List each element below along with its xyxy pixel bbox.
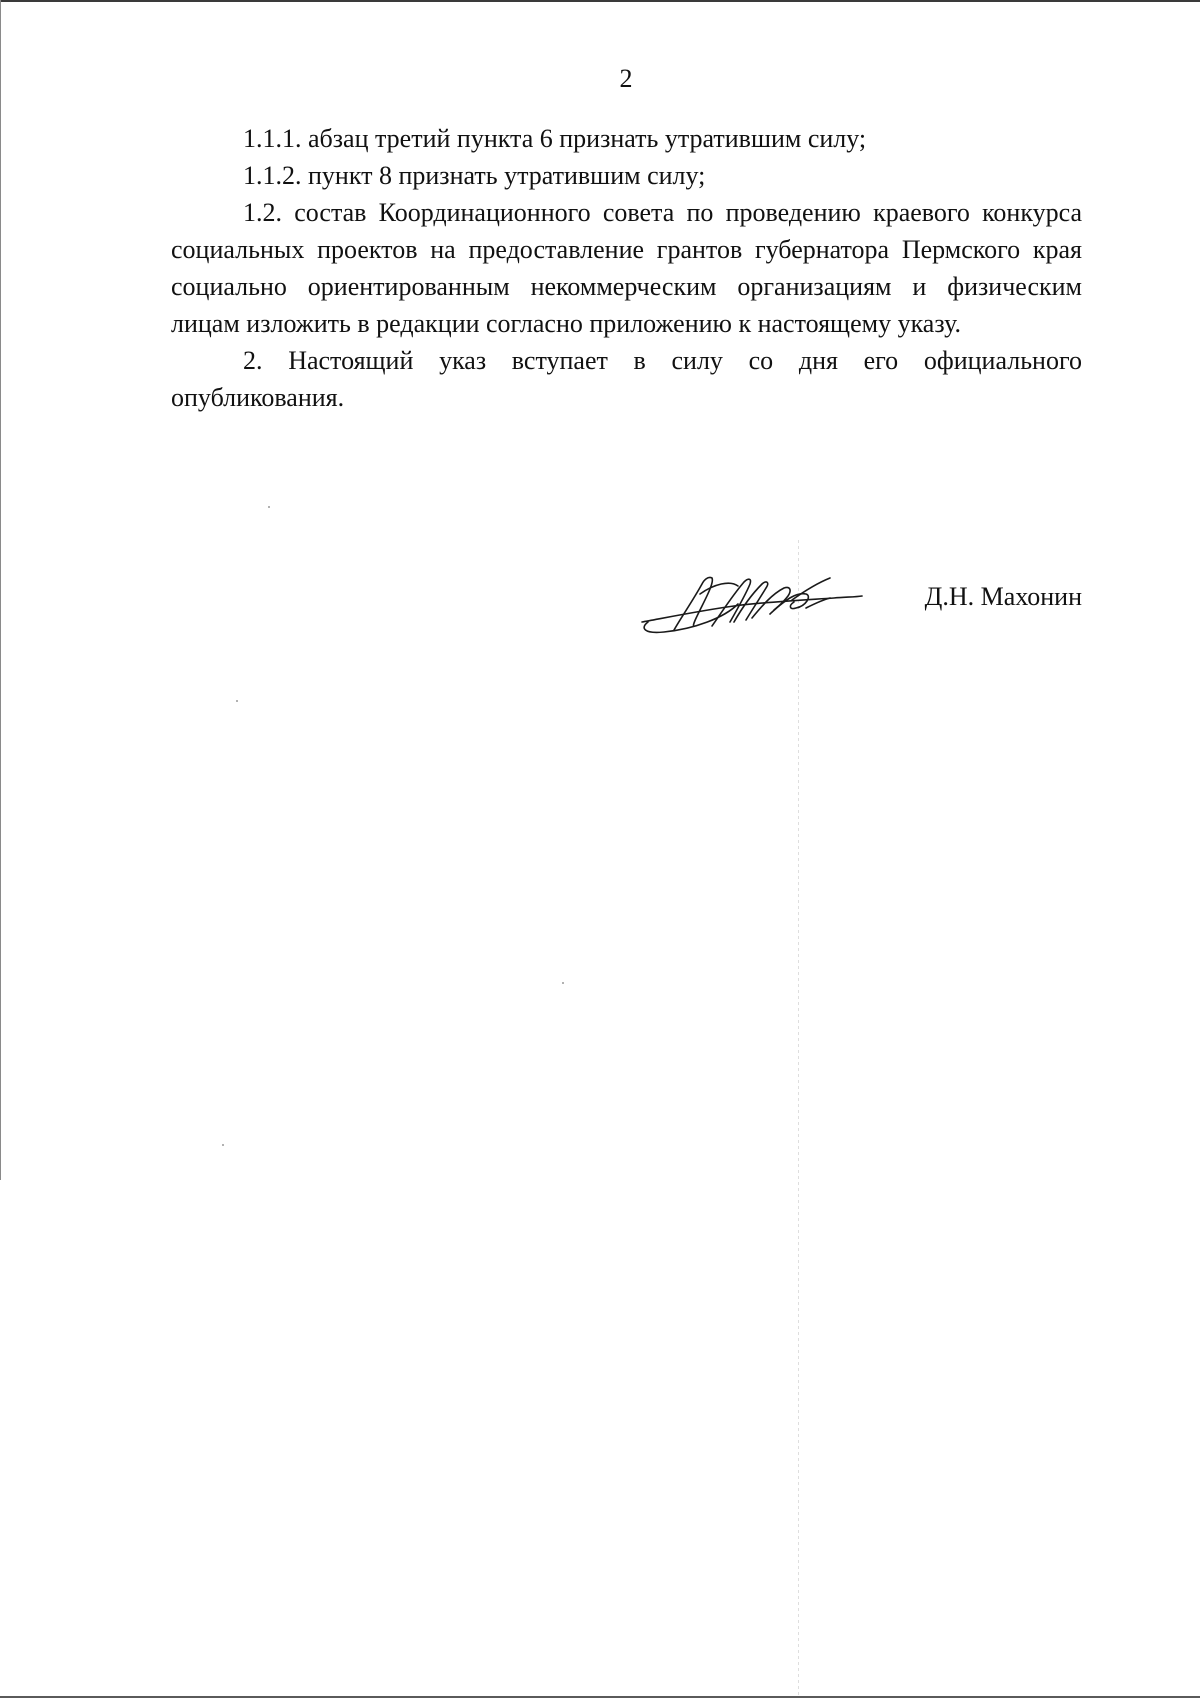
signature-block	[620, 560, 1082, 640]
scan-speck	[236, 700, 238, 702]
scan-speck	[268, 506, 270, 508]
paragraph-1-1-2: 1.1.2. пункт 8 признать утратившим силу;	[243, 161, 706, 190]
scan-edge-top	[0, 0, 1200, 2]
paragraph-2: 2. Настоящий указ вступает в силу со дня его официального опубликования.	[171, 346, 1082, 412]
document-body	[171, 120, 1082, 416]
paragraph-1-1-1: 1.1.1. абзац третий пункта 6 признать утратившим силу;	[243, 124, 867, 153]
handwritten-signature	[634, 560, 864, 640]
scan-speck	[562, 982, 564, 984]
paragraph-1-2: 1.2. состав Координационного совета по проведению краевого конкурса социальных проектов на предоставление грантов губернатора Пермского края социально ориентированным некоммерческим организациям и физическим лицам изложить в редакции согласно приложению к настоящему указу.	[171, 198, 1082, 338]
scan-speck	[222, 1144, 224, 1146]
paper-fold-line	[798, 540, 799, 1698]
scan-edge-left	[0, 0, 1, 1180]
signer-name: Д.Н. Махонин	[924, 582, 1082, 611]
page-number: 2	[619, 64, 633, 93]
